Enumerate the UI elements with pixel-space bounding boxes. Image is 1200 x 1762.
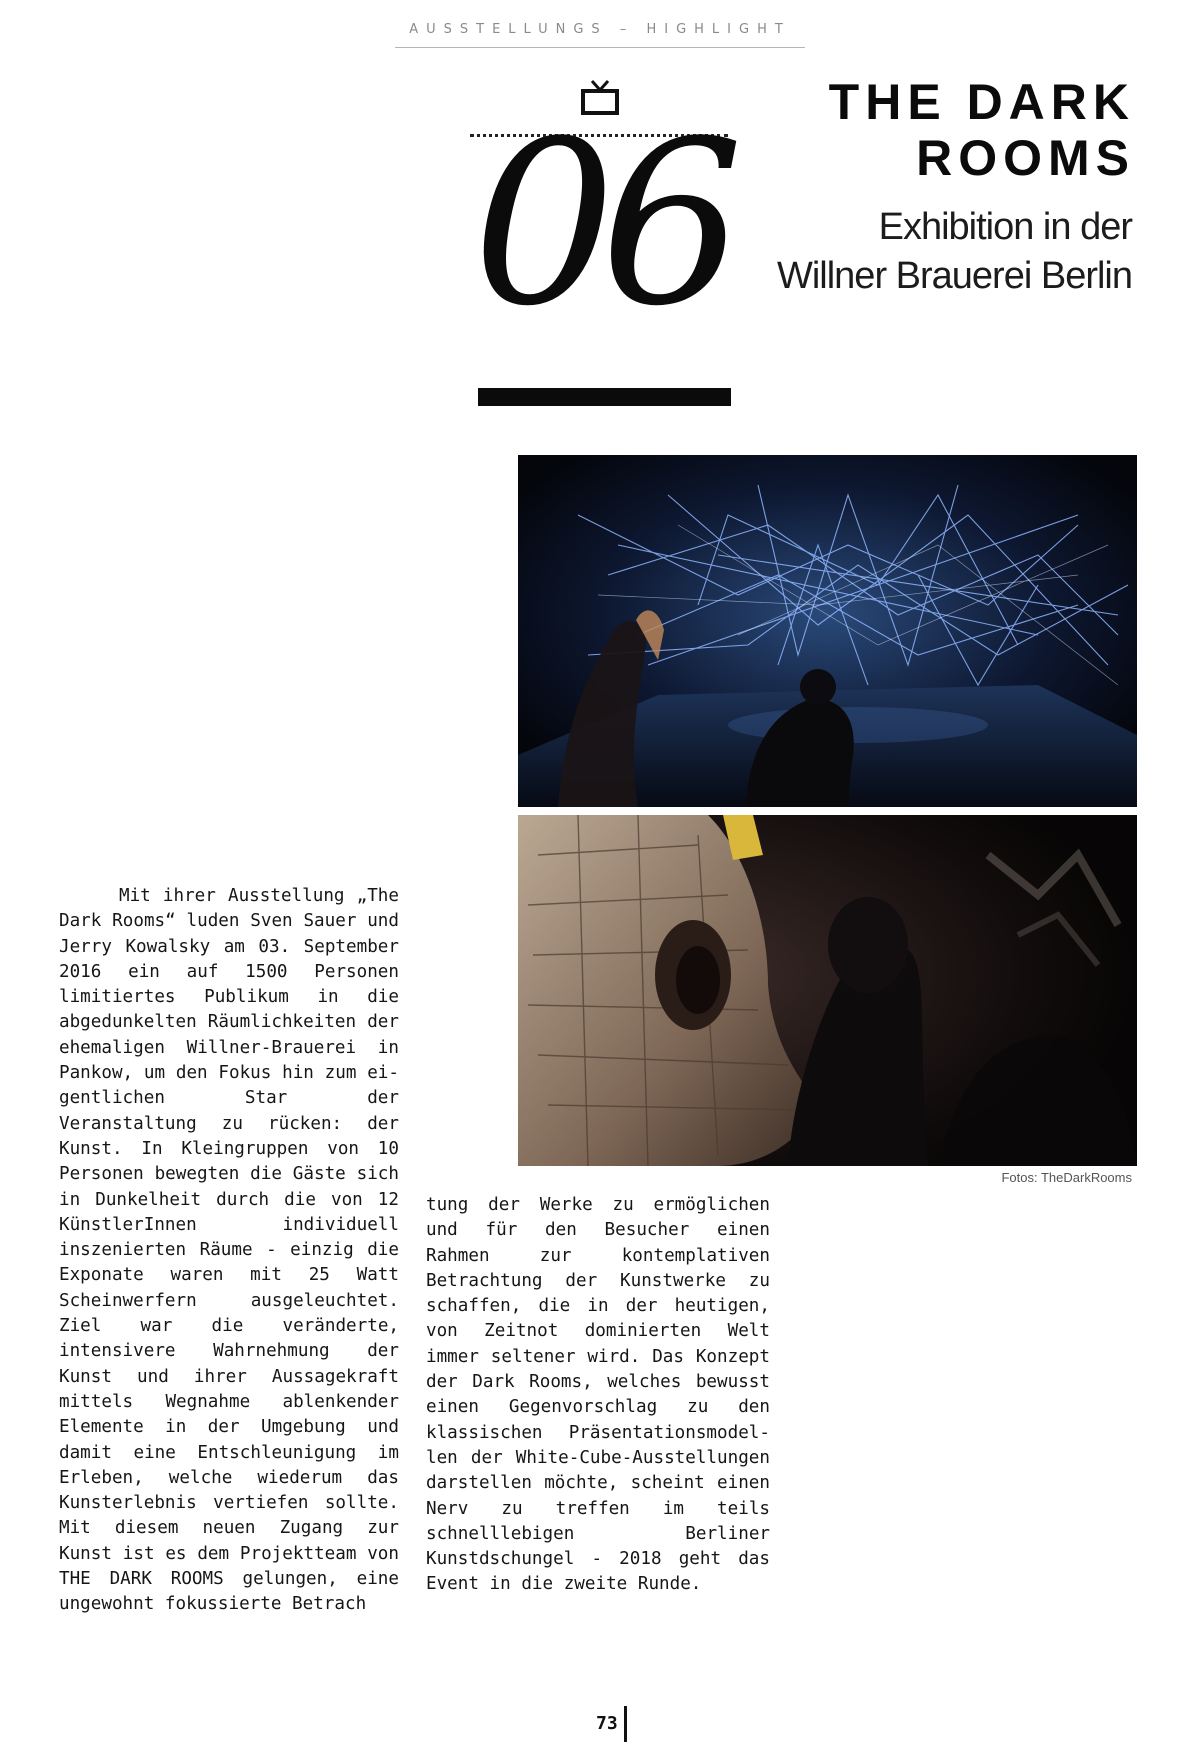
article-body-column-1: Mit ihrer Ausstellung „The Dark Rooms“ luden Sven Sauer und Jerry Kowalsky am 03. September 2016 ein auf 1500 Personen limitiertes Publikum in die abgedunkelten Räumlichkeiten der ehemaligen Willner-Brauerei in Pankow, um den Fokus hin zum eigentlichen Star der Veranstaltung zu rücken: der Kunst. In Kleingruppen von 10 Personen bewegten die Gäste sich in Dunkelheit durch die von 12 KünstlerInnen individuell inszenierten Räume - einzig die Exponate waren mit 25 Watt Scheinwerfern ausgeleuchtet. Ziel war die veränderte, intensivere Wahrnehmung der Kunst und ihrer Aussagekraft mittels Wegnahme ablenkender Elemente in der Umgebung und damit eine Entschleunigung im Erleben, welche wiederum das Kunsterlebnis vertiefen sollte. Mit diesem neuen Zugang zur Kunst ist es dem Projektteam von THE DARK ROOMS gelungen, eine ungewohnt fokussierte Betrach bbox=[59, 886, 399, 1615]
article-body-column-2: tung der Werke zu ermöglichen und für den Besucher einen Rahmen zur kontemplativen Betrachtung der Kunstwerke zu schaffen, die in der heutigen, von Zeitnot dominierten Welt immer seltener wird. Das Konzept der Dark Rooms, welches bewusst einen Gegenvorschlag zu den klassischen Präsentationsmodellen der White-Cube-Ausstellungen darstellen möchte, scheint einen Nerv zu treffen im teils schnelllebigen Berliner Kunstdschungel - 2018 geht das Event in die zweite Runde. bbox=[426, 1195, 770, 1595]
section-kicker: AUSSTELLUNGS – HIGHLIGHT bbox=[409, 22, 791, 37]
subtitle-line-1: Exhibition in der bbox=[878, 206, 1132, 248]
number-underline-bar bbox=[478, 388, 731, 406]
kicker-rule bbox=[395, 47, 805, 48]
issue-number: 06 bbox=[472, 93, 728, 356]
subtitle-line-2: Willner Brauerei Berlin bbox=[776, 255, 1132, 297]
title-line-1: THE DARK bbox=[828, 74, 1135, 130]
article-title bbox=[775, 74, 1135, 186]
folio-bar bbox=[624, 1706, 627, 1742]
page-number: 73 bbox=[596, 1713, 618, 1734]
exhibition-photo-head-sculpture bbox=[518, 815, 1137, 1166]
article-subtitle bbox=[692, 203, 1132, 301]
exhibition-photo-string-installation bbox=[518, 455, 1137, 807]
title-line-2: ROOMS bbox=[916, 130, 1135, 186]
photo-credit: Fotos: TheDarkRooms bbox=[1001, 1170, 1132, 1185]
